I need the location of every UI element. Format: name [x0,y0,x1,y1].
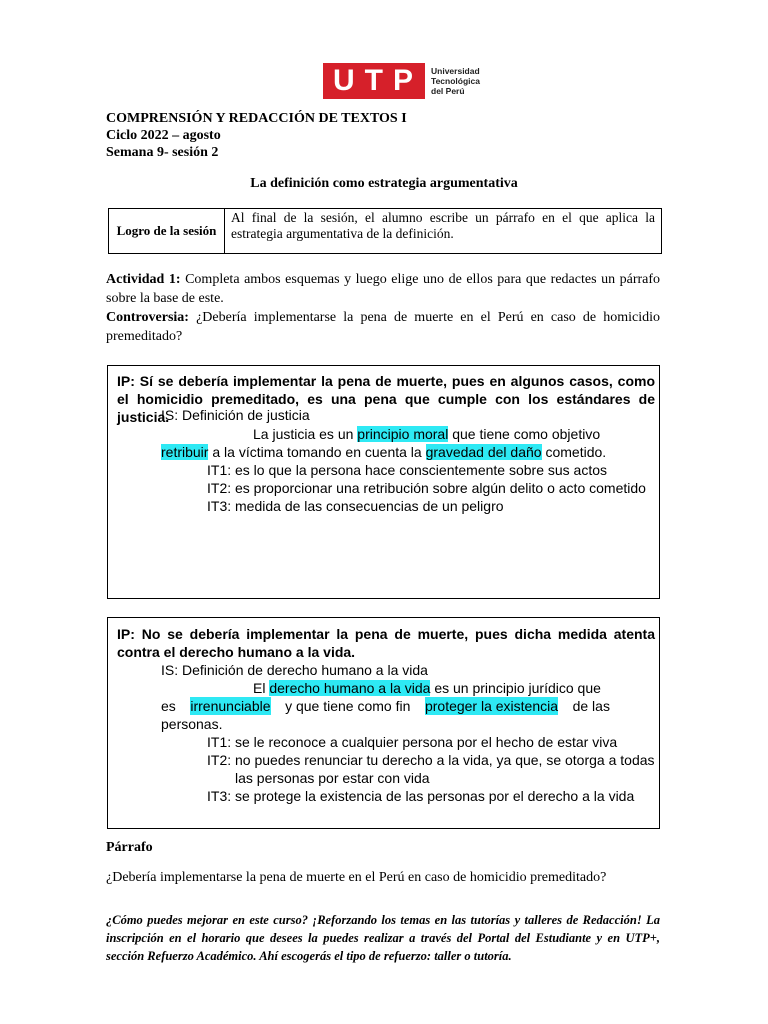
definition-yes-line1: La justicia es un principio moral que tiene como objetivo [253,426,601,442]
it1-yes: IT1: es lo que la persona hace conscientemente sobre sus actos [207,462,608,478]
logo-letter-u: U [333,64,357,97]
controversia-text: ¿Debería implementarse la pena de muerte en el Perú en caso de homicidio premeditado? [106,310,661,344]
logro-table [108,208,662,254]
logo-mark [323,63,425,99]
definition-no-line1: El derecho humano a la vida es un principio jurídico que [253,680,601,696]
logo-letter-t: T [364,64,385,97]
ip-no: IP: No se debería implementar la pena de muerte, pues dicha medida atenta contra el derecho humano a la vida. [117,626,655,660]
utp-logo [323,63,480,99]
actividad-text: Completa ambos esquemas y luego elige uno de ellos para que redactes un párrafo sobre la base de este. [106,272,661,306]
parrafo-heading: Párrafo [106,840,153,855]
cycle-label: Ciclo 2022 – agosto [106,128,221,143]
course-title: COMPRENSIÓN Y REDACCIÓN DE TEXTOS I [106,111,407,126]
logo-wordmark: Universidad Tecnológica del Perú [431,66,480,96]
controversia-label: Controversia: [106,310,189,325]
logro-label: Logro de la sesión [109,209,225,253]
actividad-paragraph [106,270,660,308]
week-label: Semana 9- sesión 2 [106,145,219,160]
highlight-retribuir: retribuir [161,444,209,460]
definition-yes-line2: retribuir a la víctima tomando en cuenta la gravedad del daño cometido. [161,444,607,460]
page-title: La definición como estrategia argumentativa [250,176,518,191]
highlight-gravedad: gravedad del daño [425,444,542,460]
it1-no: IT1: se le reconoce a cualquier persona por el hecho de estar viva [207,734,618,750]
it2-no: IT2: no puedes renunciar tu derecho a la vida, ya que, se otorga a todas [207,752,655,768]
controversia-paragraph [106,308,660,346]
scheme-box-no [107,617,660,829]
scheme-box-yes [107,365,660,599]
ip-yes: IP: Sí se debería implementar la pena de muerte, pues en algunos casos, como el homicidio premeditado, es una pena que cumple con los estándares de justicia. [117,373,655,425]
definition-no-line3: personas. [161,716,223,732]
logo-letter-p: P [393,64,416,97]
highlight-derecho-humano: derecho humano a la vida [269,680,431,696]
highlight-irrenunciable: irrenunciable [190,698,271,714]
is-yes: IS: Definición de justicia [161,407,310,423]
highlight-principio-moral: principio moral [357,426,449,442]
it3-no: IT3: se protege la existencia de las personas por el derecho a la vida [207,788,635,804]
actividad-label: Actividad 1: [106,272,181,287]
highlight-proteger: proteger la existencia [424,698,559,714]
it2-no-cont: las personas por estar con vida [235,770,430,786]
parrafo-question: ¿Debería implementarse la pena de muerte en el Perú en caso de homicidio premeditado? [106,870,607,885]
footer-note: ¿Cómo puedes mejorar en este curso? ¡Reforzando los temas en las tutorías y talleres de Redacción! La inscripción en el horario que desees la puedes realizar a través del Portal del Estudiante y en UTP+, sección Refuerzo Académico. Ahí escogerás el tipo de refuerzo: taller o tutoría. [106,913,660,963]
definition-no-line2: es irrenunciable y que tiene como fin proteger la existencia de las [161,698,610,714]
it3-yes: IT3: medida de las consecuencias de un peligro [207,498,504,514]
it2-yes: IT2: es proporcionar una retribución sobre algún delito o acto cometido [207,480,646,496]
is-no: IS: Definición de derecho humano a la vida [161,662,428,678]
logro-text: Al final de la sesión, el alumno escribe un párrafo en el que aplica la estrategia argumentativa de la definición. [231,210,655,241]
